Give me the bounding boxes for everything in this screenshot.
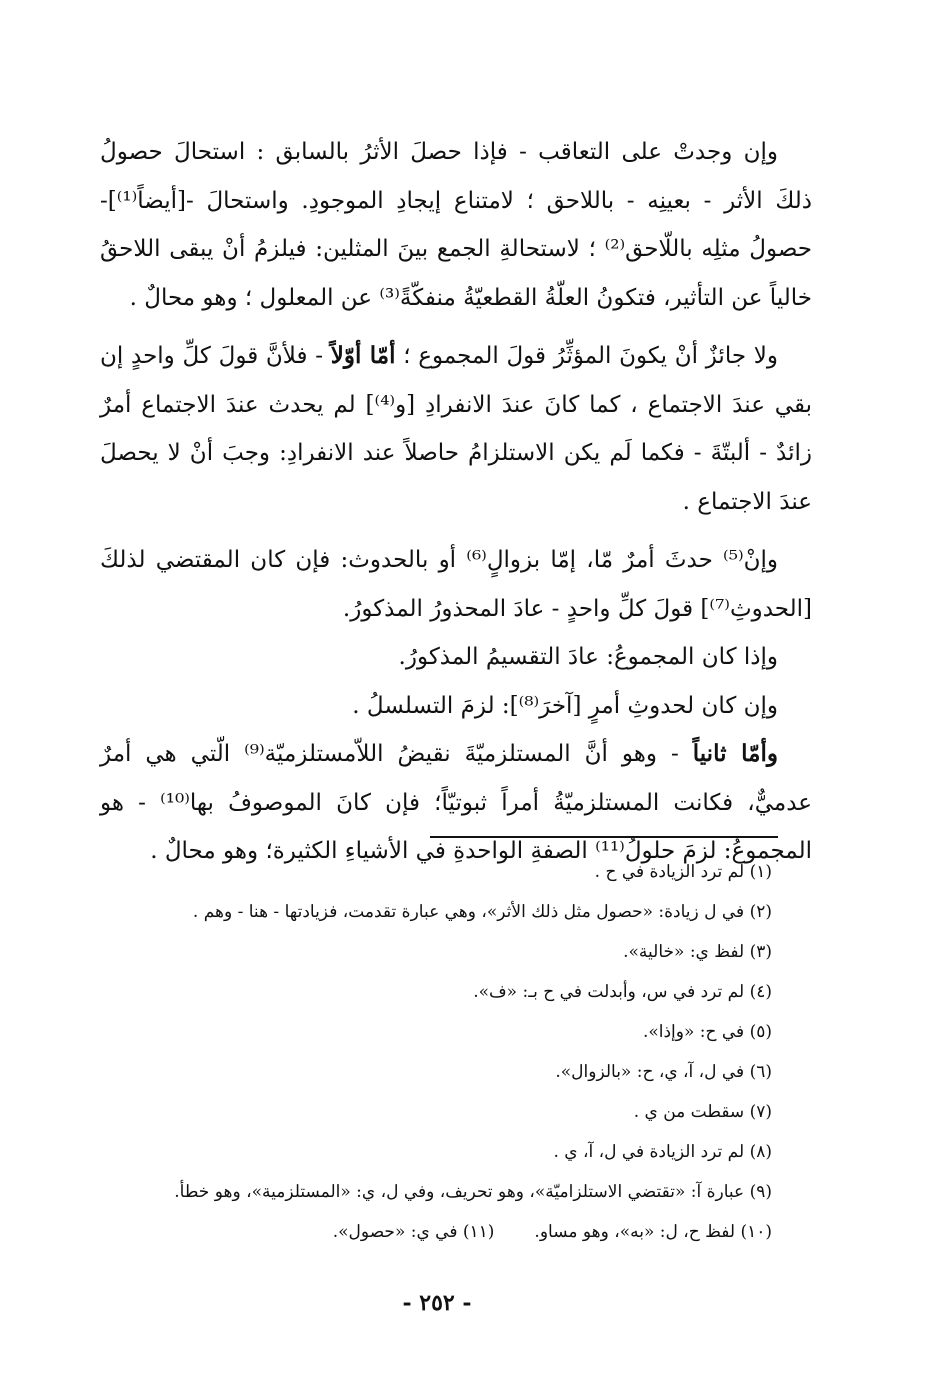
footnote-11: (١١) في ي: «حصول». (332, 1222, 495, 1242)
footnote-3: (٣) لفظ ي: «خالية». (623, 942, 772, 962)
footnote-8: (٨) لم ترد الزيادة في ل، آ، ي . (553, 1142, 772, 1162)
paragraph-2 (100, 332, 812, 526)
paragraph-6-rest: - وهو أنَّ المستلزميّةَ نقيضُ اللاّمستلزميّة⁽⁹⁾ الّتي هي أمرٌ عدميٌّ، فكانت المستلزميّةُ أمراً ثبوتيّاً؛ فإن كانَ الموصوفُ بها⁽¹⁰⁾ - هو المجموعُ: لزمَ حلولُ⁽¹¹⁾ الصفةِ الواحدةِ في الأشياءِ الكثيرة؛ وهو محالٌ . (100, 741, 813, 864)
footnote-divider (430, 836, 778, 838)
footnote-6: (٦) في ل، آ، ي، ح: «بالزوال». (555, 1062, 772, 1082)
footnote-row-10-11 (112, 1212, 772, 1252)
footnote-5: (٥) في ح: «وإذا». (642, 1022, 772, 1042)
paragraph-1: وإن وجدتْ على التعاقب - فإذا حصلَ الأثرُ بالسابق : استحالَ حصولُ ذلكَ الأثر - بعينِه - باللاحق ؛ لامتناع إيجادِ الموجودِ. واستحالَ -[أيضاً⁽¹⁾]- حصولُ مثلِه باللّاحق⁽²⁾ ؛ لاستحالةِ الجمع بينَ المثلين: فيلزمُ أنْ يبقى اللاحقُ خالياً عن التأثير، فتكونُ العلّةُ القطعيّةُ منفكّةً⁽³⁾ عن المعلول ؛ وهو محالٌ . (100, 139, 812, 311)
footnote-10: (١٠) لفظ ح، ل: «به»، وهو مساو. (534, 1222, 772, 1242)
paragraph-3: وإنْ⁽⁵⁾ حدثَ أمرٌ مّا، إمّا بزوالٍ⁽⁶⁾ أو بالحدوث: فإن كان المقتضي لذلكَ [الحدوثِ⁽⁷⁾] قولَ كلِّ واحدٍ - عادَ المحذورُ المذكورُ. (100, 547, 812, 622)
footnote-1: (١) لم ترد الزيادة في ح . (594, 862, 772, 882)
footnotes (112, 852, 772, 1252)
footnote-4: (٤) لم ترد في س، وأبدلت في ح بـ: «ف». (473, 982, 772, 1002)
paragraph-4: وإذا كان المجموعُ: عادَ التقسيمُ المذكورُ. (398, 644, 778, 670)
paragraph-2-rest: - فلأنَّ قولَ كلِّ واحدٍ إن بقي عندَ الاجتماع ، كما كانَ عندَ الانفرادِ [و⁽⁴⁾] لم يحدث عندَ الاجتماع أمرٌ زائدٌ - ألبتّةَ - فكما لَم يكن الاستلزامُ حاصلاً عند الانفرادِ: وجبَ أنْ لا يحصلَ عندَ الاجتماع . (100, 343, 813, 515)
first-argument-heading: أمّا أوّلاً (330, 342, 396, 369)
paragraph-2-lead: ولا جائزٌ أنْ يكونَ المؤثِّرُ قولَ المجموع ؛ (395, 343, 779, 369)
footnote-9: (٩) عبارة آ: «تقتضي الاستلزاميّة»، وهو تحريف، وفي ل، ي: «المستلزمية»، وهو خطأ. (174, 1182, 772, 1202)
footnote-7: (٧) سقطت من ي . (633, 1102, 772, 1122)
second-argument-heading: وأمّا ثانياً (692, 740, 778, 767)
paragraph-5: وإن كان لحدوثِ أمرٍ [آخرَ⁽⁸⁾]: لزمَ التسلسلُ . (352, 692, 778, 719)
main-text (100, 128, 812, 876)
page-number: - ٢٥٢ - (402, 1290, 472, 1316)
footnote-2: (٢) في ل زيادة: «حصول مثل ذلك الأثر»، وهي عبارة تقدمت، فزيادتها - هنا - وهم . (192, 902, 772, 922)
